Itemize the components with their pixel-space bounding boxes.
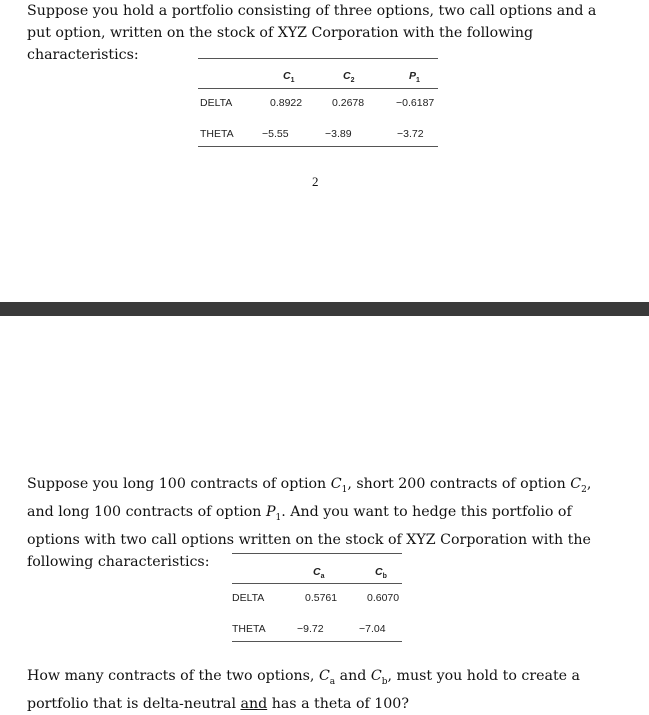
table2-top-rule [232,553,402,554]
header-cb: $C_b$ [375,566,387,581]
problem1-text: Suppose you hold a portfolio consisting of three options, two call options and a put option, written on the stock of XYZ Corporation with the following characteristics: [27,3,597,63]
cell-delta-p1: −0.6187 [396,97,435,109]
underlined-and: and [240,695,268,712]
problem2-text: Suppose you long 100 contracts of option $C_1$, short 200 contracts of option $C_2$, and long 100 contracts of option $P_1$. And you want to hedge this portfolio of options with two call options written on the stock of XYZ Corporation with the following characteristics: [27,476,592,570]
header-p1: $P_1$ [409,70,420,85]
row-label-delta-2: DELTA [232,592,265,604]
table2-bottom-rule [232,641,402,642]
cell-theta-cb: −7.04 [359,623,386,635]
table2-header-rule [232,583,402,584]
cell-delta-c1: 0.8922 [270,97,303,109]
cell-theta-ca: −9.72 [297,623,324,635]
cell-theta-c2: −3.89 [325,128,352,140]
var-cb: $C_b$ [370,668,388,687]
page-number: 2 [312,174,319,189]
cell-delta-c2: 0.2678 [332,97,365,109]
var-p1: $P_1$ [265,503,282,523]
header-c1: $C_1$ [283,70,295,85]
table1-bottom-rule [198,146,438,147]
var-c2: $C_2$ [570,476,587,495]
var-c1: $C_1$ [330,476,348,495]
table1-top-rule [198,58,438,59]
cell-theta-c1: −5.55 [262,128,289,140]
row-label-theta-2: THETA [232,623,266,635]
cell-delta-cb: 0.6070 [367,592,400,604]
cell-theta-p1: −3.72 [397,128,424,140]
row-label-theta: THETA [200,128,234,140]
var-ca: $C_a$ [318,668,336,687]
page-divider-bar [0,302,649,316]
row-label-delta: DELTA [200,97,233,109]
header-c2: $C_2$ [343,70,355,85]
table1-header-rule [198,88,438,89]
question-text: How many contracts of the two options, $C_a$ and $C_b$, must you hold to create a portfolio that is delta-neutral and has a theta of 100? [27,668,581,712]
cell-delta-ca: 0.5761 [305,592,338,604]
header-ca: $C_a$ [313,566,325,581]
